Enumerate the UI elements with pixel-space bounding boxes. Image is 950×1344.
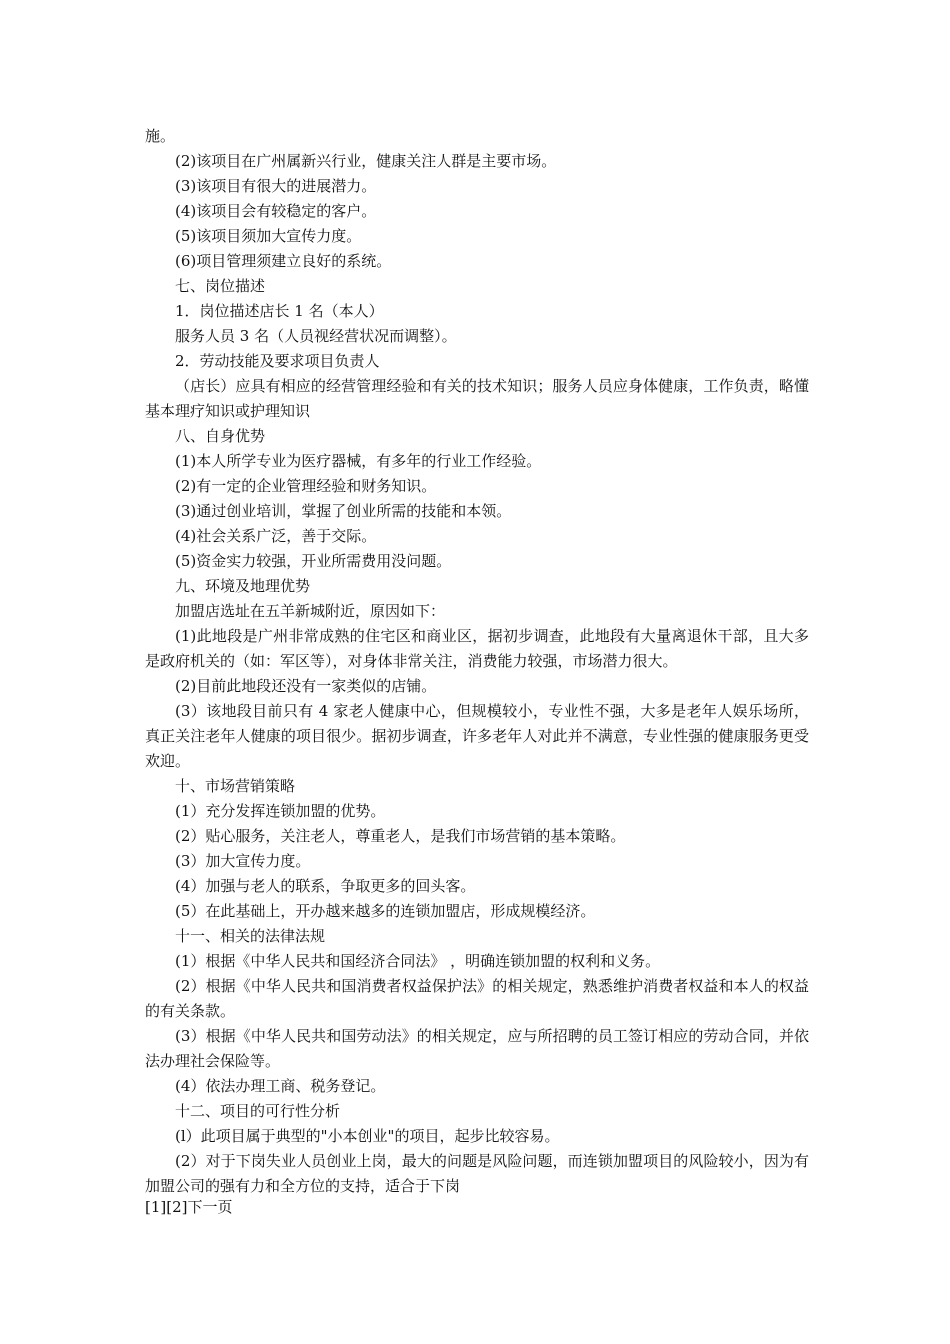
paragraph: (1)此地段是广州非常成熟的住宅区和商业区，据初步调查，此地段有大量离退休干部，且大多是政府机关的（如：军区等），对身体非常关注，消费能力较强，市场潜力很大。 xyxy=(145,627,809,670)
paragraph: (l）此项目属于典型的"小本创业"的项目，起步比较容易。 xyxy=(175,1127,560,1145)
paragraph: 十、市场营销策略 xyxy=(175,777,296,795)
paragraph: (4）依法办理工商、税务登记。 xyxy=(175,1077,386,1095)
paragraph: (2）对于下岗失业人员创业上岗，最大的问题是风险问题，而连锁加盟项目的风险较小，因为有加盟公司的强有力和全方位的支持，适合于下岗 xyxy=(145,1152,809,1195)
paragraph: 十二、项目的可行性分析 xyxy=(175,1102,341,1120)
paragraph: 加盟店选址在五羊新城附近，原因如下： xyxy=(175,602,446,620)
paragraph: (1）充分发挥连锁加盟的优势。 xyxy=(175,802,386,820)
paragraph: (2）根据《中华人民共和国消费者权益保护法》的相关规定，熟悉维护消费者权益和本人的权益的有关条款。 xyxy=(145,977,809,1020)
paragraph: (5）在此基础上，开办越来越多的连锁加盟店，形成规模经济。 xyxy=(175,902,596,920)
paragraph: (1）根据《中华人民共和国经济合同法》 ，明确连锁加盟的权利和义务。 xyxy=(175,952,661,970)
paragraph: (3)该项目有很大的进展潜力。 xyxy=(175,177,377,195)
paragraph: 1．岗位描述店长 1 名（本人） xyxy=(175,302,384,320)
paragraph: 服务人员 3 名（人员视经营状况而调整）。 xyxy=(175,327,457,345)
paragraph: 八、自身优势 xyxy=(175,427,266,445)
page-link-2[interactable]: [2] xyxy=(166,1198,188,1216)
paragraph: (2)有一定的企业管理经验和财务知识。 xyxy=(175,477,437,495)
paragraph: (2)目前此地段还没有一家类似的店铺。 xyxy=(175,677,437,695)
pagination xyxy=(145,1195,233,1220)
paragraph: (1)本人所学专业为医疗器械，有多年的行业工作经验。 xyxy=(175,452,542,470)
paragraph: (5)该项目须加大宣传力度。 xyxy=(175,227,362,245)
paragraph: (4)该项目会有较稳定的客户。 xyxy=(175,202,377,220)
paragraph: （店长）应具有相应的经营管理经验和有关的技术知识；服务人员应身体健康，工作负责，略懂基本理疗知识或护理知识 xyxy=(145,377,809,420)
paragraph: 十一、相关的法律法规 xyxy=(175,927,326,945)
next-page-link[interactable]: 下一页 xyxy=(187,1198,233,1216)
paragraph: (3）该地段目前只有 4 家老人健康中心，但规模较小，专业性不强，大多是老年人娱乐场所，真正关注老年人健康的项目很少。据初步调查，许多老年人对此并不满意，专业性强的健康服务更受欢迎。 xyxy=(145,702,809,770)
paragraph: 施。 xyxy=(145,127,176,145)
paragraph: (5)资金实力较强，开业所需费用没问题。 xyxy=(175,552,452,570)
paragraph: (6)项目管理须建立良好的系统。 xyxy=(175,252,392,270)
paragraph: (3）加大宣传力度。 xyxy=(175,852,311,870)
paragraph: (3)通过创业培训，掌握了创业所需的技能和本领。 xyxy=(175,502,512,520)
paragraph-list xyxy=(145,124,809,1199)
paragraph: 2．劳动技能及要求项目负责人 xyxy=(175,352,380,370)
paragraph: 七、岗位描述 xyxy=(175,277,266,295)
paragraph: (4)社会关系广泛，善于交际。 xyxy=(175,527,377,545)
paragraph: 九、环境及地理优势 xyxy=(175,577,311,595)
paragraph: (4）加强与老人的联系，争取更多的回头客。 xyxy=(175,877,476,895)
document-body xyxy=(145,124,809,1199)
paragraph: (2)该项目在广州属新兴行业，健康关注人群是主要市场。 xyxy=(175,152,557,170)
page-link-1[interactable]: [1] xyxy=(145,1198,167,1216)
paragraph: (3）根据《中华人民共和国劳动法》的相关规定，应与所招聘的员工签订相应的劳动合同，并依法办理社会保险等。 xyxy=(145,1027,809,1070)
paragraph: (2）贴心服务，关注老人，尊重老人，是我们市场营销的基本策略。 xyxy=(175,827,626,845)
